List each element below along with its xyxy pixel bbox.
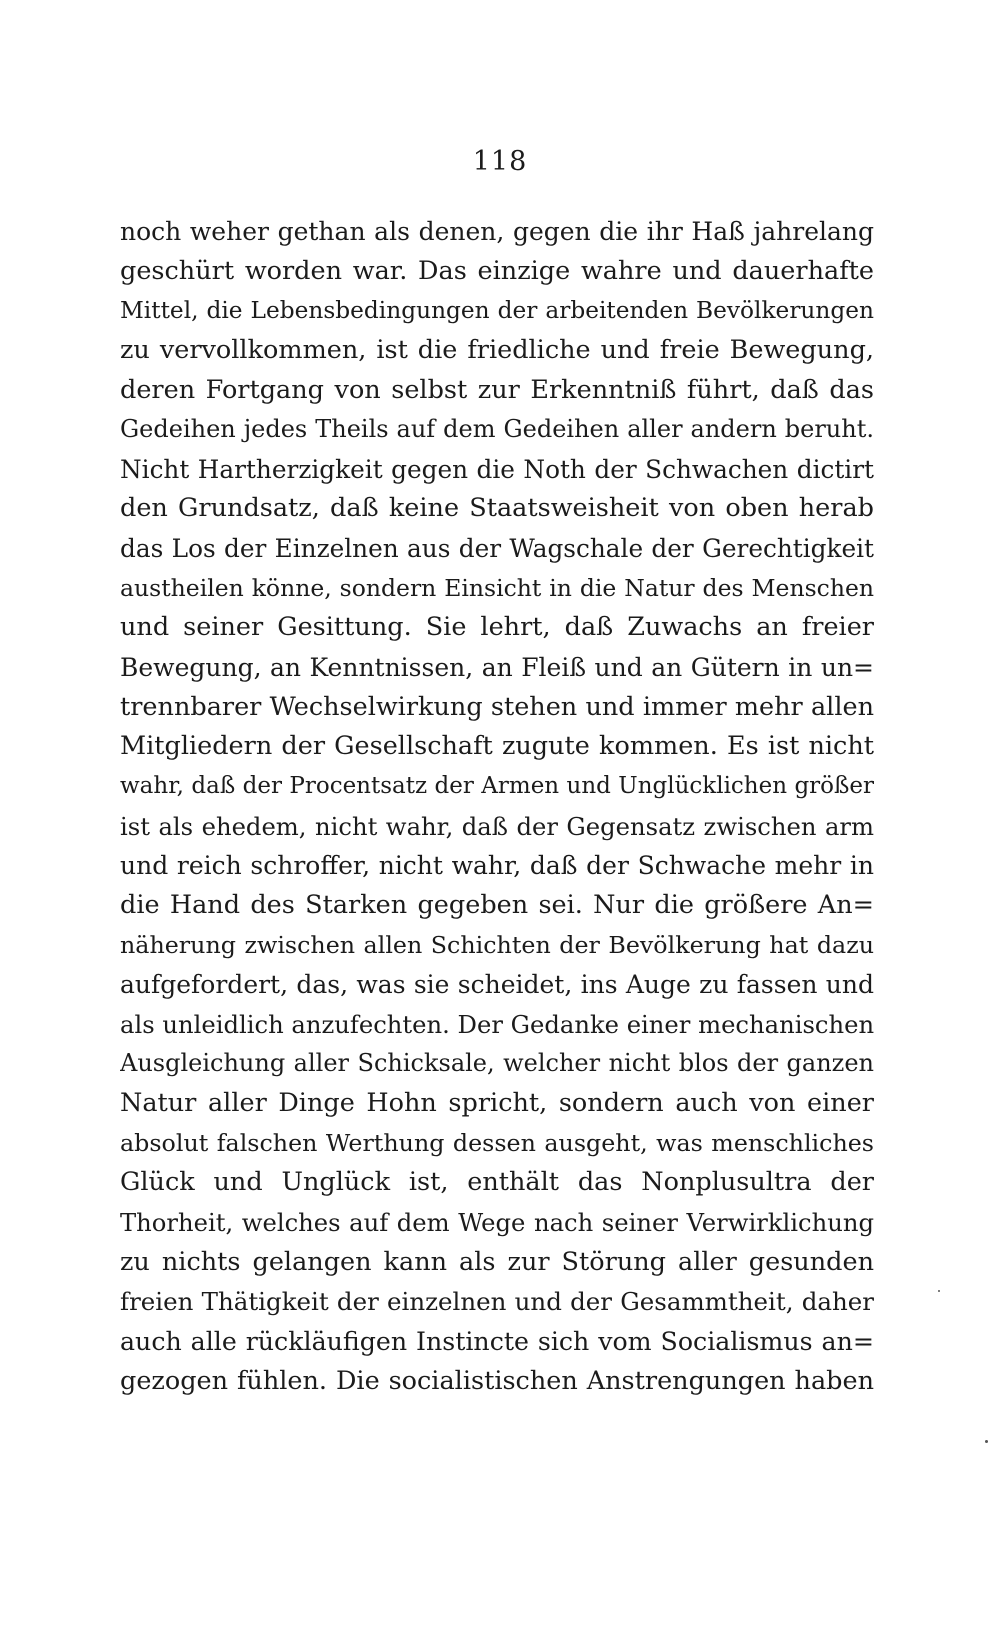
text-line: absolut falschen Werthung dessen ausgeht, was menschliches bbox=[120, 1128, 874, 1157]
text-line: Thorheit, welches auf dem Wege nach seiner Verwirklichung bbox=[120, 1208, 874, 1238]
text-line: Natur aller Dinge Hohn spricht, sondern auch von einer bbox=[120, 1088, 874, 1119]
text-line: Mittel, die Lebensbedingungen der arbeitenden Bevölkerungen bbox=[120, 297, 874, 325]
text-line: Glück und Unglück ist, enthält das Nonplusultra der bbox=[120, 1167, 874, 1198]
text-line: deren Fortgang von selbst zur Erkenntniß führt, daß das bbox=[120, 374, 874, 405]
text-line: geschürt worden war. Das einzige wahre und dauerhafte bbox=[120, 255, 874, 286]
text-line: austheilen könne, sondern Einsicht in die Natur des Menschen bbox=[120, 573, 874, 602]
text-line: zu nichts gelangen kann als zur Störung aller gesunden bbox=[120, 1246, 874, 1277]
text-line: trennbarer Wechselwirkung stehen und immer mehr allen bbox=[120, 691, 874, 722]
text-line: gezogen fühlen. Die socialistischen Anstrengungen haben bbox=[120, 1365, 874, 1396]
text-line: ist als ehedem, nicht wahr, daß der Gegensatz zwischen arm bbox=[120, 811, 874, 841]
text-line: die Hand des Starken gegeben sei. Nur die größere An= bbox=[120, 889, 874, 920]
text-line: freien Thätigkeit der einzelnen und der Gesammtheit, daher bbox=[120, 1287, 874, 1317]
text-line: noch weher gethan als denen, gegen die ihr Haß jahrelang bbox=[120, 217, 874, 246]
body-text bbox=[120, 212, 874, 1401]
text-line: als unleidlich anzufechten. Der Gedanke einer mechanischen bbox=[120, 1009, 874, 1039]
text-line: und seiner Gesittung. Sie lehrt, daß Zuwachs an freier bbox=[120, 612, 874, 643]
text-line: aufgefordert, das, was sie scheidet, ins Auge zu fassen und bbox=[120, 970, 874, 1000]
text-line: zu vervollkommen, ist die friedliche und freie Bewegung, bbox=[120, 334, 874, 365]
text-line: das Los der Einzelnen aus der Wagschale der Gerechtigkeit bbox=[120, 534, 874, 564]
text-line: Mitgliedern der Gesellschaft zugute kommen. Es ist nicht bbox=[120, 731, 874, 762]
text-line: Bewegung, an Kenntnissen, an Fleiß und an Gütern in un= bbox=[120, 653, 874, 683]
scan-speck bbox=[938, 1290, 940, 1292]
text-line: Nicht Hartherzigkeit gegen die Noth der Schwachen dictirt bbox=[120, 454, 874, 484]
text-line: Ausgleichung aller Schicksale, welcher nicht blos der ganzen bbox=[120, 1049, 874, 1078]
text-line: auch alle rückläufigen Instincte sich vom Socialismus an= bbox=[120, 1326, 874, 1356]
text-line: näherung zwischen allen Schichten der Bevölkerung hat dazu bbox=[120, 930, 874, 959]
text-line: den Grundsatz, daß keine Staatsweisheit von oben herab bbox=[120, 493, 874, 524]
scan-speck bbox=[985, 1440, 988, 1443]
text-line: und reich schroffer, nicht wahr, daß der Schwache mehr in bbox=[120, 851, 874, 881]
text-line: wahr, daß der Procentsatz der Armen und Unglücklichen größer bbox=[120, 772, 874, 799]
text-line: Gedeihen jedes Theils auf dem Gedeihen aller andern beruht. bbox=[120, 415, 874, 444]
page-number: 118 bbox=[472, 146, 528, 177]
